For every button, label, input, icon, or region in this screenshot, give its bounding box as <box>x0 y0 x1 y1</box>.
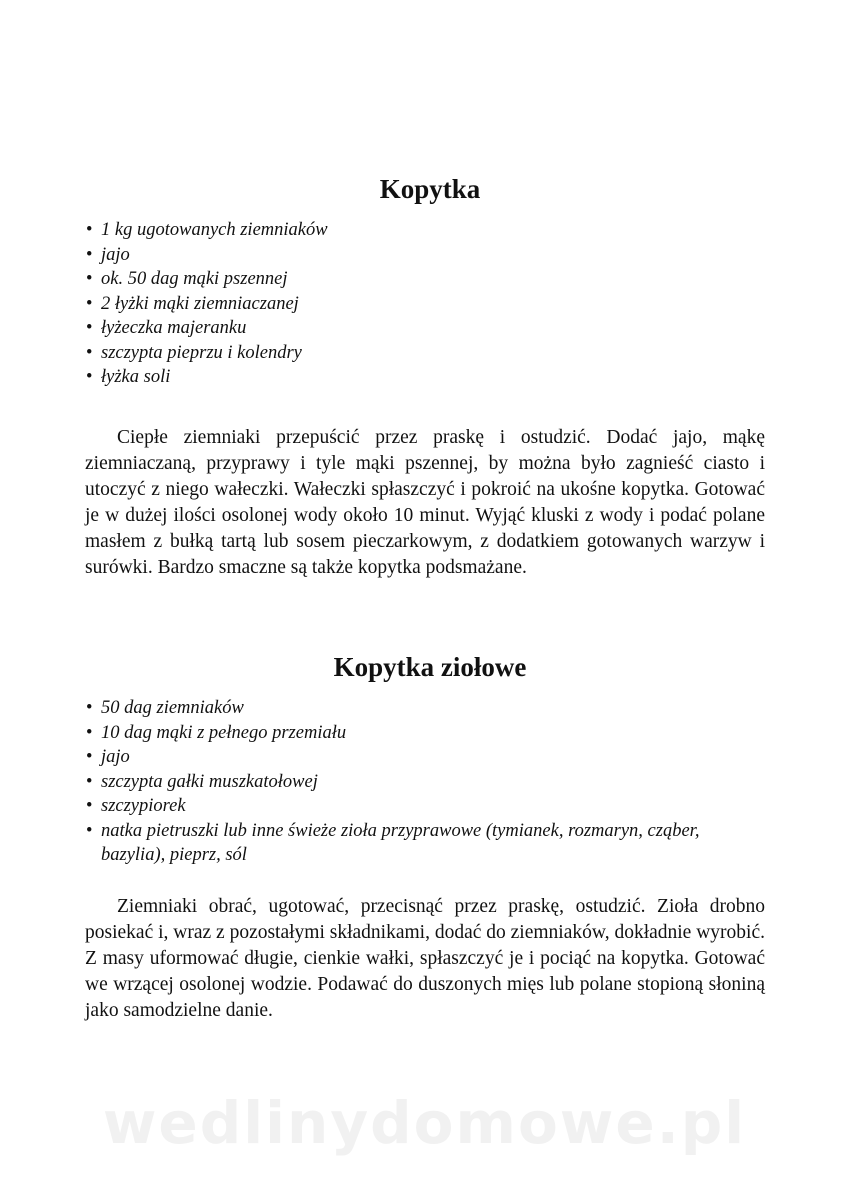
ingredient-item: • łyżka soli <box>85 365 765 390</box>
ingredient-item: • jajo <box>85 243 765 268</box>
ingredient-item: • ok. 50 dag mąki pszennej <box>85 267 765 292</box>
ingredient-item: • natka pietruszki lub inne świeże zioła przyprawowe (tymianek, rozmaryn, cząber, bazylia), pieprz, sól <box>85 819 765 868</box>
ingredient-list <box>85 696 765 868</box>
ingredient-item: • 50 dag ziemniaków <box>85 696 765 721</box>
ingredient-item: • szczypta pieprzu i kolendry <box>85 341 765 366</box>
recipe-instructions: Ziemniaki obrać, ugotować, przecisnąć przez praskę, ostudzić. Zioła drobno posiekać i, wraz z pozostałymi składnikami, dodać do ziemniaków, dokładnie wyrobić. Z masy uformować długie, cienkie wałki, spłaszczyć je i pociąć na kopytka. Gotować we wrzącej osolonej wodzie. Podawać do duszonych mięs lub polane stopioną słoniną jako samodzielne danie. <box>85 895 765 1021</box>
ingredient-item: • 10 dag mąki z pełnego przemiału <box>85 721 765 746</box>
recipe-title: Kopytka <box>379 174 481 204</box>
recipe-title: Kopytka ziołowe <box>333 652 527 682</box>
ingredient-item: • łyżeczka majeranku <box>85 316 765 341</box>
ingredient-item: • szczypiorek <box>85 794 765 819</box>
recipe-instructions: Ciepłe ziemniaki przepuścić przez praskę i ostudzić. Dodać jajo, mąkę ziemniaczaną, przyprawy i tyle mąki pszennej, by można było zagnieść ciasto i utoczyć z niego wałeczki. Wałeczki spłaszczyć i pokroić na ukośne kopytka. Gotować je w dużej ilości osolonej wody około 10 minut. Wyjąć kluski z wody i podać polane masłem z bułką tartą lub sosem pieczarkowym, z dodatkiem gotowanych warzyw i surówki. Bardzo smaczne są także kopytka podsmażane. <box>85 426 765 578</box>
ingredient-item: • jajo <box>85 745 765 770</box>
ingredient-list <box>85 218 765 390</box>
recipe-kopytka-ziolowe <box>85 650 765 1024</box>
ingredient-item: • 1 kg ugotowanych ziemniaków <box>85 218 765 243</box>
watermark: wedlinydomowe.pl <box>102 1089 747 1157</box>
ingredient-item: • 2 łyżki mąki ziemniaczanej <box>85 292 765 317</box>
recipe-kopytka <box>85 172 765 581</box>
ingredient-item: • szczypta gałki muszkatołowej <box>85 770 765 795</box>
